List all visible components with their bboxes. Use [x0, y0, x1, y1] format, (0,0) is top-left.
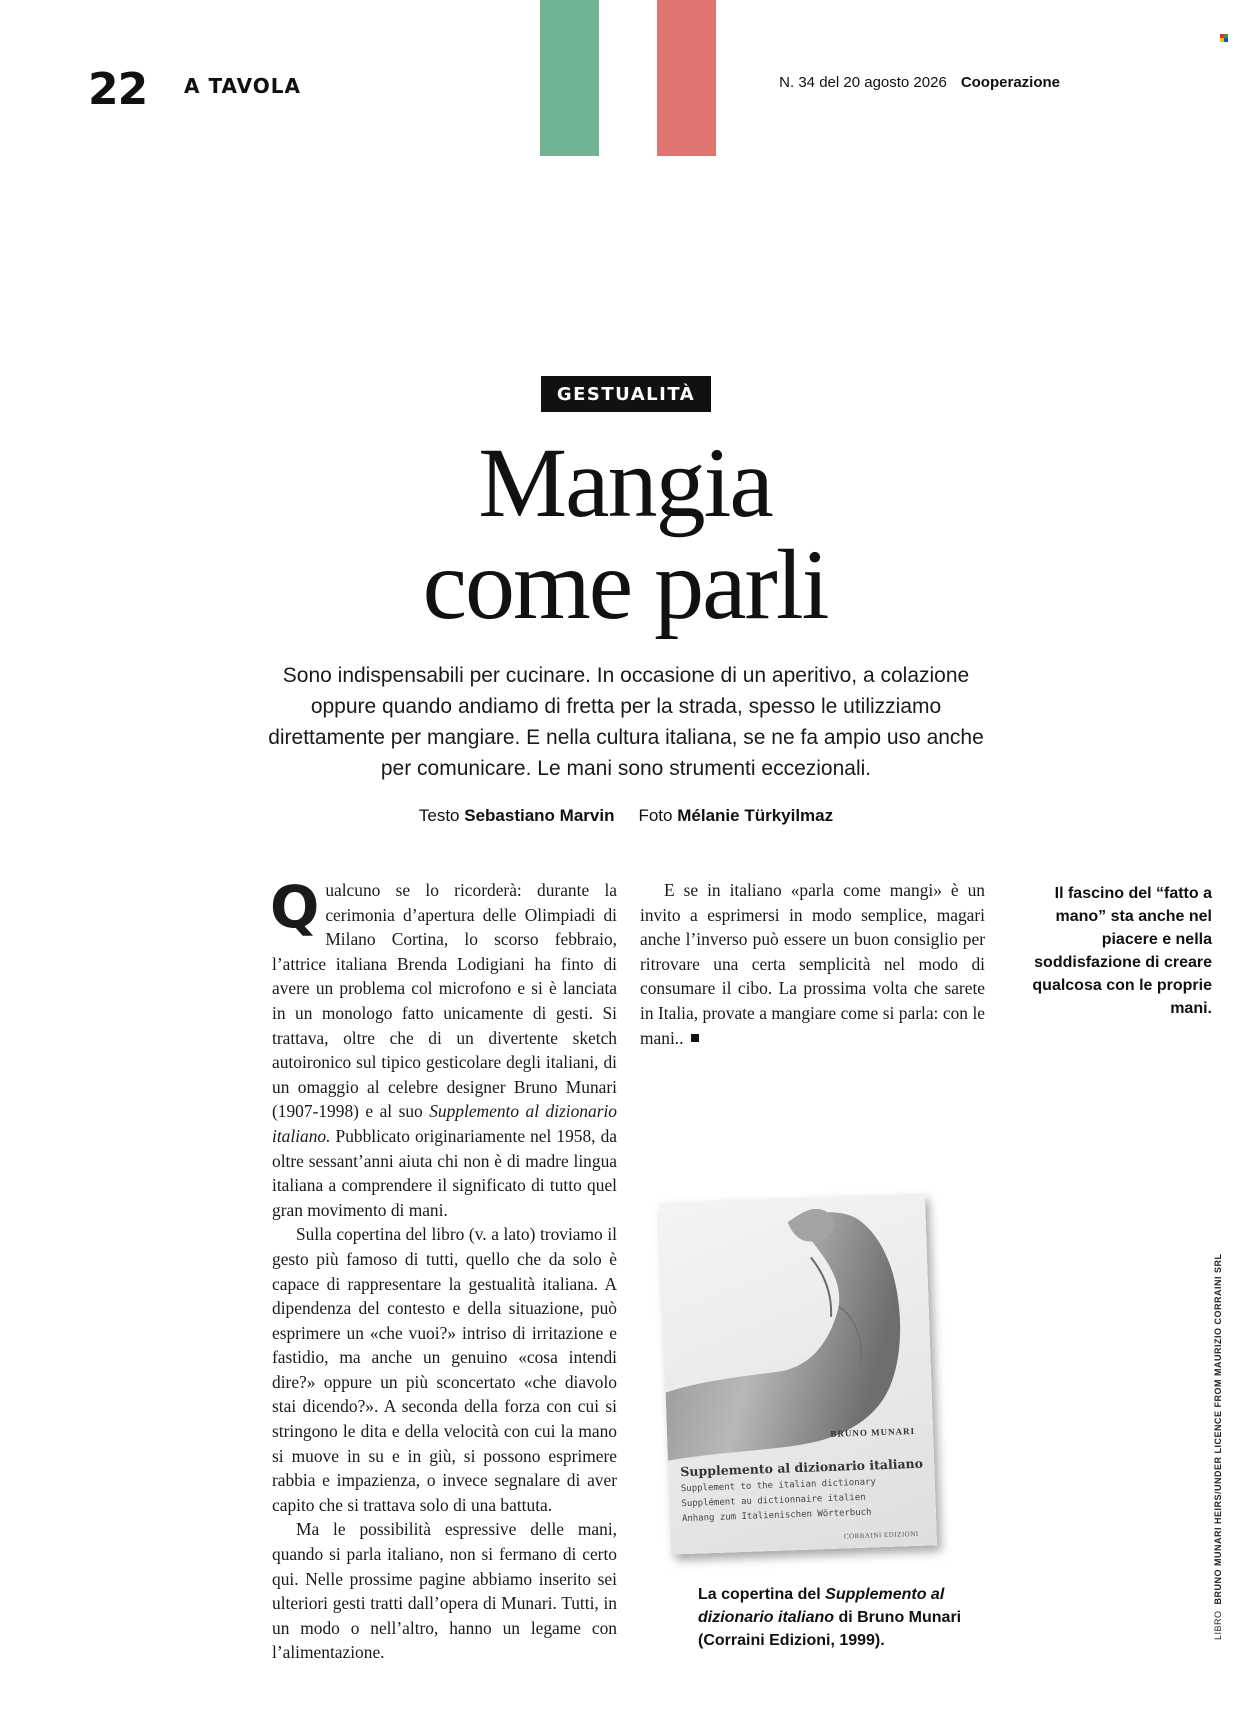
side-quote: Il fascino del “fatto a mano” sta anche nel piacere e nella soddisfazione di creare qualcosa con le proprie mani. [1032, 885, 1212, 1017]
end-mark-icon [691, 1034, 699, 1042]
title-line-1: Mangia [478, 427, 772, 538]
p1-text-a: ualcuno se lo ricorderà: durante la cerimonia d’apertura delle Olimpiadi di Milano Cortina, lo scorso febbraio, l’attrice italiana Brenda Lodigiani ha finto di avere un problema col microfono e si è lanciata in un monologo fatto unicamente di gesti. Si trattava, oltre che di un divertente sketch autoironico sul tipico gesticolare degli italiani, di un omaggio al celebre designer Bruno Munari (1907-1998) e al suo [272, 880, 617, 1122]
flag-green-stripe [540, 0, 599, 156]
body-paragraph-1 [270, 873, 617, 1222]
section-name: A TAVOLA [184, 74, 302, 98]
p1-book-title: Supplemento al dizionario italiano. [272, 1101, 617, 1146]
issue-info [779, 72, 1060, 94]
byline [255, 804, 997, 828]
caption-suffix: di Bruno Munari (Corraini Edizioni, 1999). [698, 1609, 962, 1649]
article-title [280, 427, 970, 640]
page-number: 22 [88, 64, 148, 115]
image-caption [698, 1583, 978, 1652]
credit-text: BRUNO MUNARI HEIRS/UNDER LICENCE FROM MAURIZIO CORRAINI SRL [1213, 1253, 1223, 1605]
p1-text-b: Pubblicato originariamente nel 1958, da oltre sessant’anni aiuta chi non è di madre lingua italiana a comprendere il significato di tutto quel gran movimento di mani. [272, 1125, 617, 1220]
photo-credit [1213, 1253, 1223, 1640]
byline-photo-label: Foto [638, 806, 673, 825]
article-kicker: GESTUALITÀ [541, 376, 711, 412]
body-paragraph-2: Sulla copertina del libro (v. a lato) troviamo il gesto più famoso di tutti, quello che da solo è capace di rappresentare la gestualità italiana. A dipendenza del contesto e della situazione, può esprimere un «che vuoi?» intriso di irritazione e fastidio, ma anche un genuino «cosa intendi dire?» oppure un più sconcertato «che diavolo stai dicendo?». A seconda della forza con cui si stringono le dita e della velocità con cui la mano si muove in su e in giù, si possono esprimere rabbia e impazienza, o invece segnalare di aver capito che si trattava solo di una battuta. [272, 1224, 617, 1515]
byline-text-label: Testo [418, 806, 460, 825]
body-paragraph-3: Ma le possibilità espressive delle mani, quando si parla italiano, non si fermano di certo qui. Nelle prossime pagine abbiamo inserito sei ulteriori gesti tratti dall’opera di Munari. Tutti, in un modo o nell’altro, hanno un legame con l’alimentazione. [272, 1519, 617, 1663]
caption-title: Supplemento al dizionario italiano [698, 1586, 945, 1626]
body-column-2 [640, 878, 985, 1050]
book-subtitle-de: Anhang zum Italienischen Wörterbuch [681, 1507, 872, 1525]
caption-prefix: La copertina del [698, 1586, 826, 1603]
flag-red-stripe [657, 0, 716, 156]
book-publisher: CORRAINI EDIZIONI [843, 1529, 919, 1541]
issue-date: N. 34 del 20 agosto 2026 [779, 74, 947, 91]
byline-text-author: Sebastiano Marvin [464, 806, 615, 825]
italian-flag [540, 0, 716, 156]
p4-text: E se in italiano «parla come mangi» è un invito a esprimersi in modo semplice, magari anche l’inverso può essere un buon consiglio per ritrovare una certa semplicità nel modo di consumare il cibo. La prossima volta che sarete in Italia, provate a mangiare come si parla: con le mani.. [640, 880, 985, 1048]
book-title: Supplemento al dizionario italiano [680, 1455, 924, 1480]
title-line-2: come parli [422, 529, 828, 640]
registration-mark-icon [1220, 34, 1228, 42]
body-paragraph-4 [640, 878, 985, 1050]
flag-white-stripe [599, 0, 658, 156]
magazine-name: Cooperazione [960, 74, 1060, 91]
book-author: BRUNO MUNARI [830, 1425, 916, 1439]
book-subtitle-fr: Supplément au dictionnaire italien [681, 1492, 866, 1510]
article-lead: Sono indispensabili per cucinare. In occasione di un aperitivo, a colazione oppure quando andiamo di fretta per la strada, spesso le utilizziamo direttamente per mangiare. E nella cultura italiana, se ne fa ampio uso anche per comunicare. Le mani sono strumenti eccezionali. [268, 664, 984, 780]
book-cover-image [659, 1193, 937, 1554]
byline-photo-author: Mélanie Türkyilmaz [677, 806, 834, 825]
book-subtitle-en: Supplement to the italian dictionary [680, 1477, 877, 1495]
body-column-1 [270, 873, 617, 1665]
credit-label: LIBRO [1213, 1610, 1223, 1640]
drop-cap: Q [270, 873, 320, 941]
